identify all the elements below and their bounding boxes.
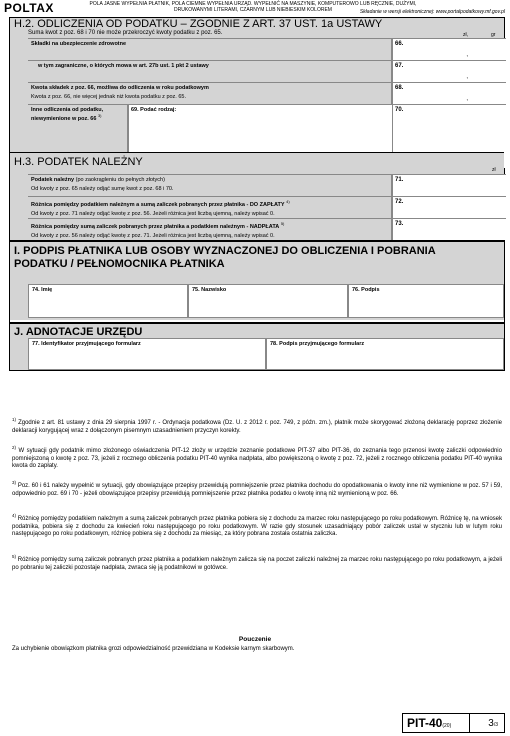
row-66 (28, 38, 506, 60)
warning-text: Za uchybienie obowiązkom płatnika grozi odpowiedzialność przewidziana w Kodeksie karnym skarbowym. (12, 646, 295, 652)
footnote-4: $^{4)}$ Różnicę pomiędzy podatkiem należnym a sumą zaliczek pobranych przez płatnika pobiera się z dochodu za marzec roku następującego po roku podatkowym. Różnicę tę, na wniosek podatnika, pobiera się z dochodu za kwiecień roku następującego po roku podatkowym. W razie gdy stosunek uzasadniający pobór zaliczek ustał w styczniu lub w lutym roku następującego po roku podatkowym, różnicę pobiera się z dochodu za miesiąc, za który pobrana została ostatnia zaliczka. (12, 513, 502, 537)
label-67: w tym zagraniczne, o których mowa w art. 27b ust. 1 pkt 2 ustawy (28, 61, 392, 82)
form-footer (402, 713, 505, 733)
field-67[interactable] (392, 61, 506, 82)
decimal-comma: , (466, 52, 468, 58)
row-71 (28, 174, 506, 196)
field-68[interactable] (392, 83, 506, 104)
note-72: Od kwoty z poz. 71 należy odjąć kwotę z poz. 56. Jeżeli różnica jest liczbą ujemną, należy wpisać 0. (31, 210, 275, 217)
footnote-1: $^{1)}$ Zgodnie z art. 81 ustawy z dnia 29 sierpnia 1997 r. - Ordynacja podatkowa (Dz. U. z 2012 r. poz. 749, z późn. zm.), płatnik może skorygować złożoną deklarację poprzez złożenie deklaracji korygującej wraz z dołączonym pisemnym uzasadnieniem przyczyn korekty. (12, 417, 502, 434)
note-71: Od kwoty z poz. 65 należy odjąć sumę kwot z poz. 68 i 70. (31, 186, 174, 192)
section-h2-title: H.2. ODLICZENIA OD PODATKU – ZGODNIE Z ART. 37 UST. 1a USTAWY (14, 18, 383, 30)
num-70: 70. (395, 107, 404, 113)
decimal-comma: , (466, 74, 468, 80)
num-72: 72. (395, 199, 404, 205)
field-74-first-name[interactable] (28, 284, 188, 318)
form-frame (9, 17, 505, 371)
note-73: Od kwoty z poz. 56 należy odjąć kwotę z poz. 71. Jeżeli różnica jest liczbą ujemną, należy wpisać 0. (31, 232, 275, 239)
label-72: Różnica pomiędzy podatkiem należnym a sumą zaliczek pobranych przez płatnika - DO ZAPŁATY $^{4)}$ Od kwoty z poz. 71 należy odjąć kwotę z poz. 56. Jeżeli różnica jest liczbą ujemną, należy wpisać 0. (28, 197, 392, 218)
field-66[interactable] (392, 39, 506, 60)
row-68 (28, 82, 506, 104)
footer-divider (469, 714, 470, 732)
label-66: Składki na ubezpieczenie zdrowotne (28, 39, 392, 60)
section-j (10, 322, 504, 370)
website-note: Składanie w wersji elektronicznej: www.portalpodatkowy.mf.gov.pl (359, 9, 505, 15)
section-i (10, 240, 504, 320)
h2-left-margin (10, 38, 28, 168)
form-version: (20) (442, 723, 452, 729)
footnote-5: $^{5)}$ Różnicę pomiędzy sumą zaliczek pobranych przez płatnika a podatkiem należnym zalicza się na poczet zaliczki należnej za marzec roku następującego po roku podatkowym, a jeżeli po pobraniu tej zaliczki pozostaje nadpłata, zwraca się ją podatnikowi w gotówce. (12, 554, 502, 571)
warning-title: Pouczenie (238, 636, 272, 643)
field-78-receiver-signature (266, 338, 504, 370)
field-71[interactable] (392, 175, 506, 196)
label-68: Kwota składek z poz. 66, możliwa do odliczenia w roku podatkowym Kwota z poz. 66, nie więcej jednak niż kwota podatku z poz. 65. (28, 83, 392, 104)
section-h3-title: H.3. PODATEK NALEŻNY (14, 156, 143, 168)
unit-zl: zł, (463, 32, 468, 38)
fill-instructions: POLA JASNE WYPEŁNIA PŁATNIK, POLA CIEMNE WYPEŁNIA URZĄD. WYPEŁNIĆ NA MASZYNIE, KOMPUTEROWO LUB RĘCZNIE, DUŻYMI, DRUKOWANYMI LITERAMI, CZARNYM LUB NIEBIESKIM KOLOREM (89, 1, 417, 13)
section-j-title: J. ADNOTACJE URZĘDU (14, 326, 143, 338)
h3-left-margin (10, 174, 28, 240)
row-73 (28, 218, 506, 240)
field-77-receiver-id (28, 338, 266, 370)
section-h2-subtitle: Suma kwot z poz. 68 i 70 nie może przekroczyć kwoty podatku z poz. 65. (28, 30, 223, 36)
num-68: 68. (395, 85, 404, 91)
num-66: 66. (395, 41, 404, 47)
label-74: 74. Imię (32, 287, 53, 293)
section-i-title: I. PODPIS PŁATNIKA LUB OSOBY WYZNACZONEJ DO OBLICZENIA I POBRANIA PODATKU / PEŁNOMOCNIKA PŁATNIKA (14, 245, 436, 270)
field-75-last-name[interactable] (188, 284, 348, 318)
brand-poltax: POLTAX (4, 1, 54, 15)
form-code: PIT-40(20) (407, 716, 452, 730)
label-78: 78. Podpis przyjmującego formularz (270, 341, 365, 347)
label-75: 75. Nazwisko (192, 287, 227, 293)
label-70: Inne odliczenia od podatku, niewymienione w poz. 66 $^{3)}$ (28, 105, 128, 168)
unit-gr: gr (491, 32, 496, 38)
label-73: Różnica pomiędzy sumą zaliczek pobranych przez płatnika a podatkiem należnym - NADPŁATA $^{5)}$ Od kwoty z poz. 56 należy odjąć kwotę z poz. 71. Jeżeli różnica jest liczbą ujemną, należy wpisać 0. (28, 219, 392, 240)
decimal-comma: , (466, 96, 468, 102)
field-73[interactable] (392, 219, 506, 240)
row-72 (28, 196, 506, 218)
num-73: 73. (395, 221, 404, 227)
section-h2-header (10, 18, 504, 38)
label-77: 77. Identyfikator przyjmującego formularz (32, 341, 141, 347)
row-67 (28, 60, 506, 82)
note-68: Kwota z poz. 66, nie więcej jednak niż kwota podatku z poz. 65. (31, 94, 187, 100)
field-76-signature[interactable] (348, 284, 504, 318)
label-69: 69. Podać rodzaj: (131, 107, 177, 113)
num-67: 67. (395, 63, 404, 69)
footnote-2: $^{2)}$ W sytuacji gdy podatnik mimo złożonego oświadczenia PIT-12 złoży w urzędzie zeznanie podatkowe PIT-37 albo PIT-36, do zeznania tego przenosi kwotę zaliczki odpowiednio pomniejszoną o kwotę z poz. 73, jeżeli z rocznego obliczenia podatku PIT-40 wynika nadpłata, albo powiększoną o kwotę z poz. 72, jeżeli z rocznego obliczenia podatku PIT-40 wynika kwota do zapłaty. (12, 445, 502, 469)
num-71: 71. (395, 177, 404, 183)
section-h3-header (10, 152, 504, 174)
label-71: Podatek należny (po zaokrągleniu do pełnych złotych) Od kwoty z poz. 65 należy odjąć sumę kwot z poz. 68 i 70. (28, 175, 392, 196)
field-72[interactable] (392, 197, 506, 218)
label-76: 76. Podpis (352, 287, 380, 293)
unit-zl-h3: zł (492, 167, 496, 173)
footnote-3: $^{3)}$ Poz. 60 i 61 należy wypełnić w sytuacji, gdy obowiązujące przepisy przewidują pomniejszenie przez płatnika dochodu do opodatkowania o kwoty inne niż wymienione w poz. 57 i 59, odpowiednio poz. 69 i 70 - jeżeli obowiązujące przepisy przewidują pomniejszenie przez płatnika podatku o kwotę inną niż wymienioną w poz. 66. (12, 480, 502, 497)
page-number: 3/3 (488, 718, 498, 729)
